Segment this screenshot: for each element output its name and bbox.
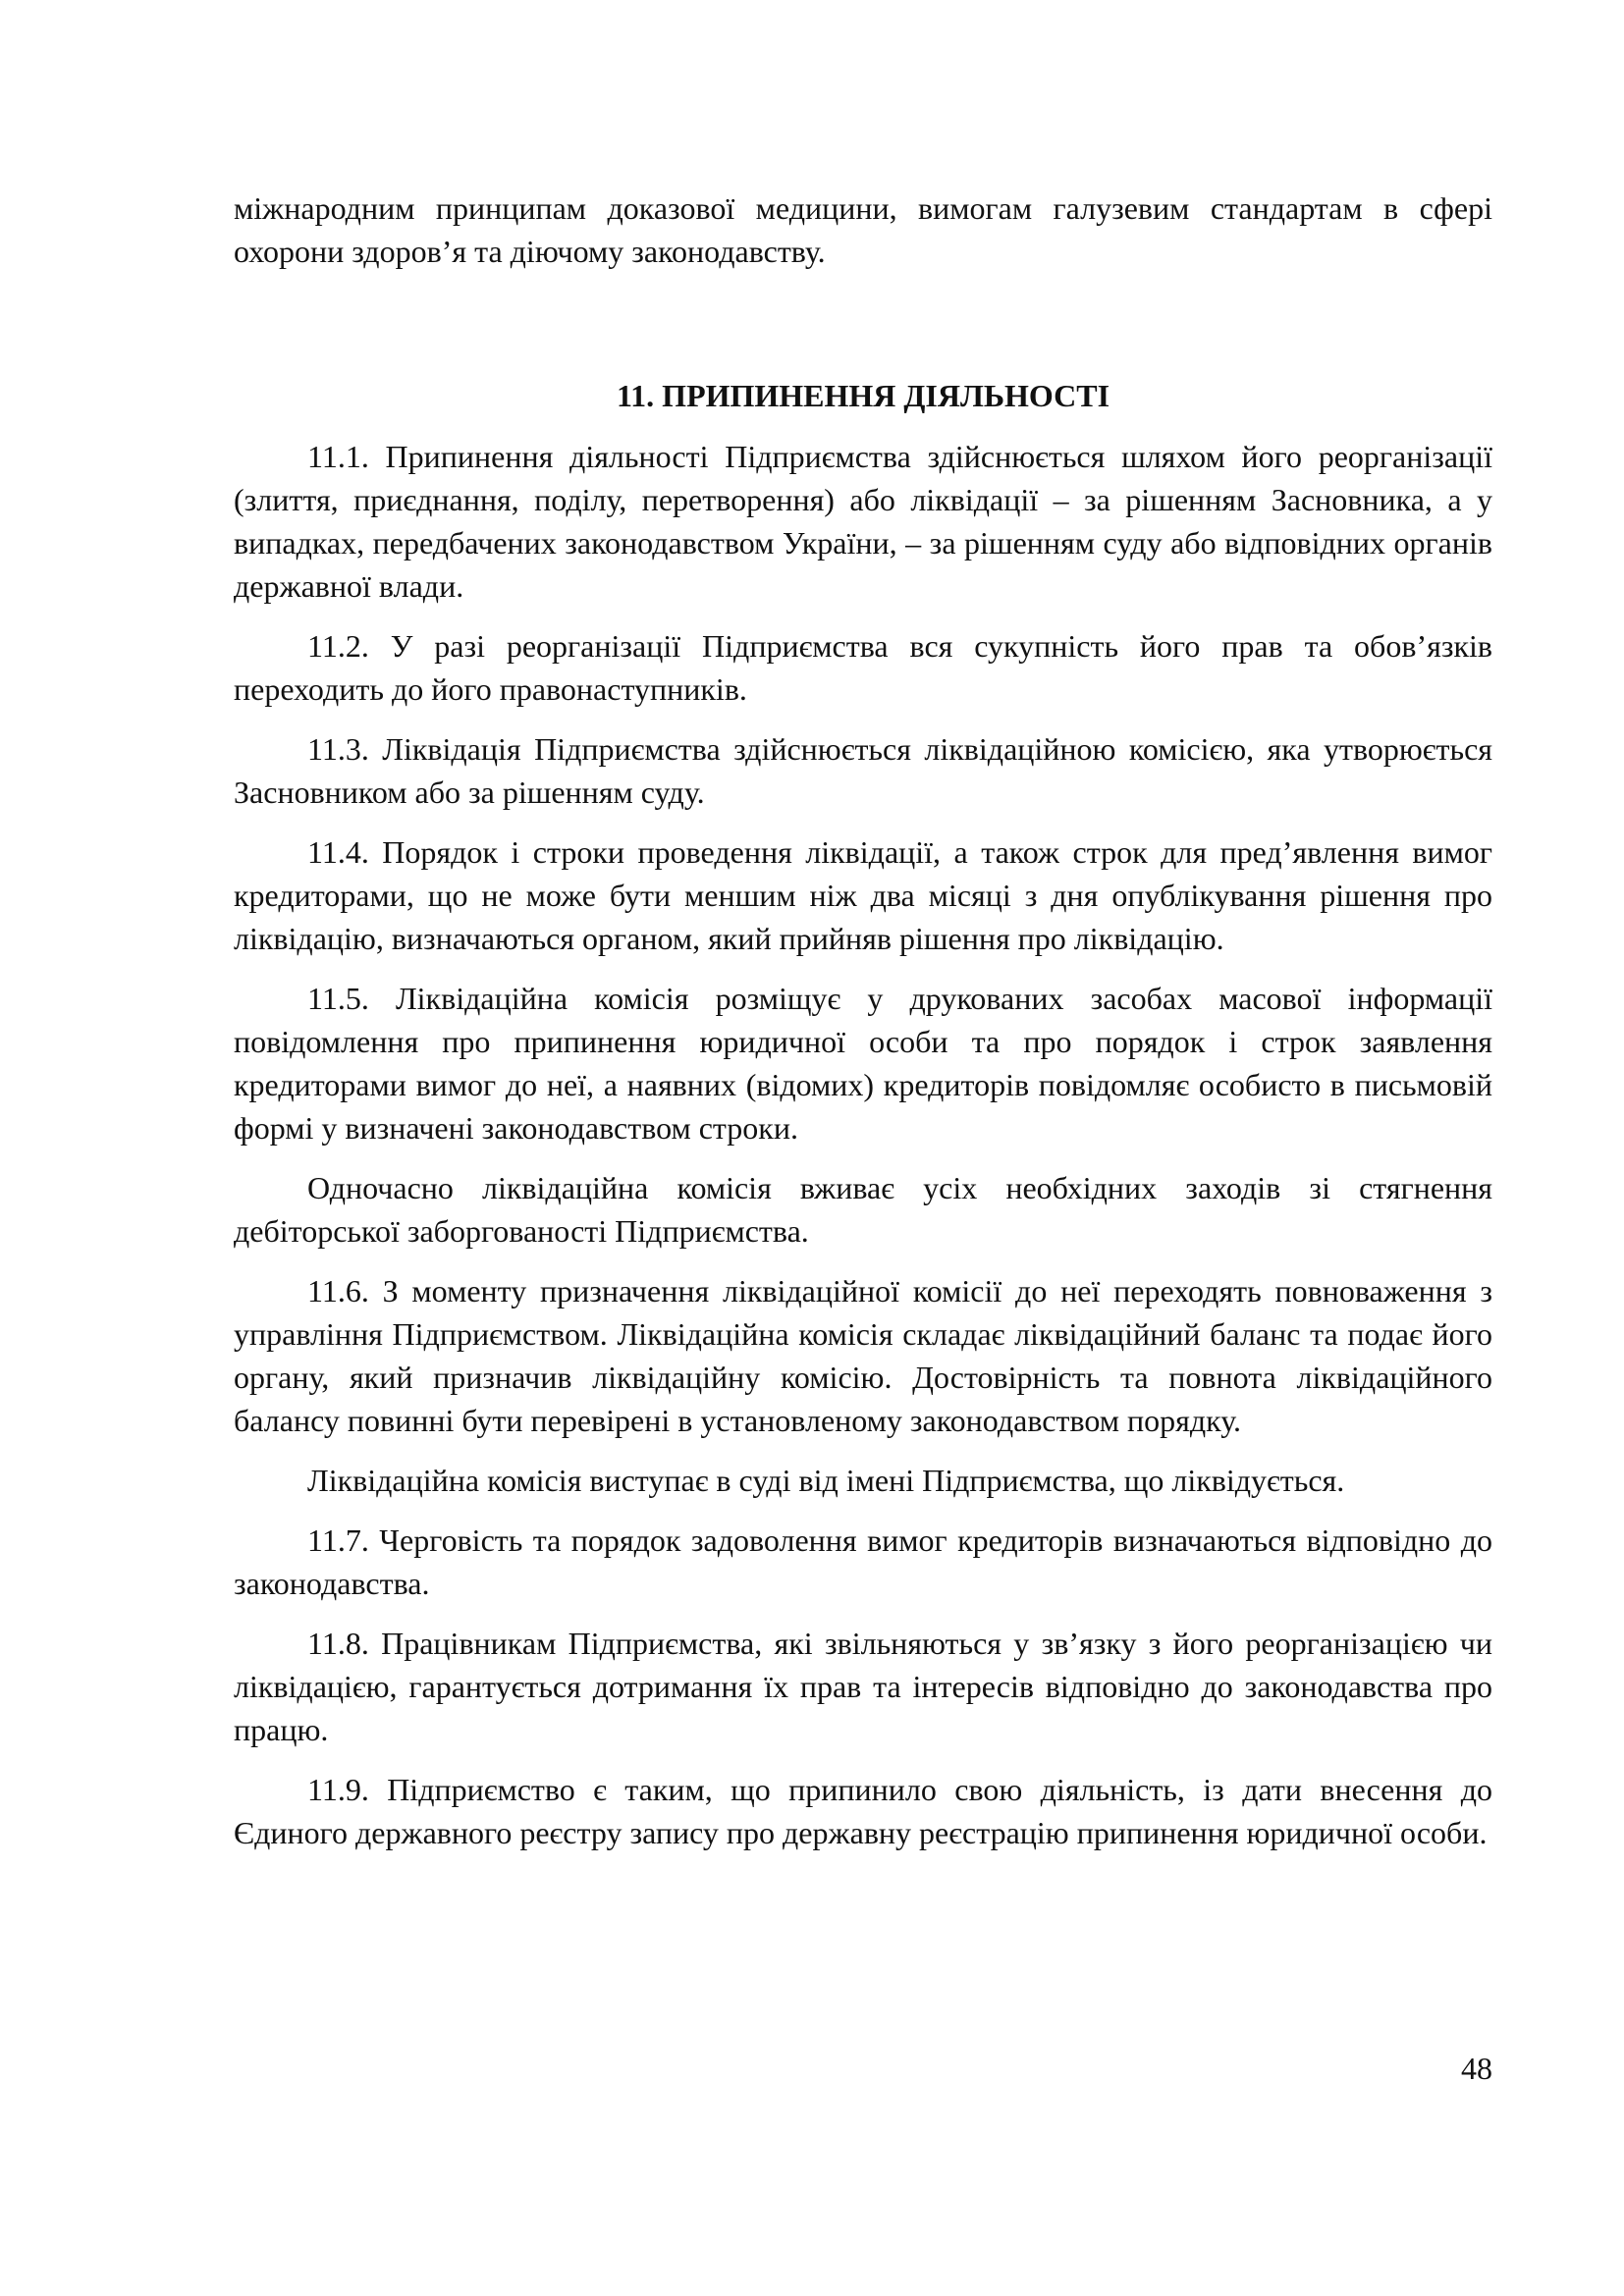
paragraph-11-5-continued: Одночасно ліквідаційна комісія вживає усіх необхідних заходів зі стягнення дебіторської заборгованості Підприємства.: [234, 1170, 1492, 1249]
paragraph-11-6: 11.6. З моменту призначення ліквідаційної комісії до неї переходять повноваження з управління Підприємством. Ліквідаційна комісія складає ліквідаційний баланс та подає його органу, який призначив ліквідаційну комісію. Достовірність та повнота ліквідаційного балансу повинні бути перевірені в установленому законодавством порядку.: [234, 1273, 1492, 1438]
document-page: [234, 187, 1492, 1854]
paragraph-11-9: 11.9. Підприємство є таким, що припинило свою діяльність, із дати внесення до Єдиного державного реєстру запису про державну реєстрацію припинення юридичної особи.: [234, 1772, 1492, 1850]
paragraph-11-3: 11.3. Ліквідація Підприємства здійснюється ліквідаційною комісією, яка утворюється Засновником або за рішенням суду.: [234, 731, 1492, 810]
paragraph-11-1: 11.1. Припинення діяльності Підприємства здійснюється шляхом його реорганізації (злиття, приєднання, поділу, перетворення) або ліквідації – за рішенням Засновника, а у випадках, передбачених законодавством України, – за рішенням суду або відповідних органів державної влади.: [234, 439, 1492, 604]
paragraph-11-4: 11.4. Порядок і строки проведення ліквідації, а також строк для пред’явлення вимог кредиторами, що не може бути меншим ніж два місяці з дня опублікування рішення про ліквідацію, визначаються органом, який прийняв рішення про ліквідацію.: [234, 834, 1492, 956]
paragraph-11-6-continued: Ліквідаційна комісія виступає в суді від імені Підприємства, що ліквідується.: [307, 1463, 1345, 1498]
paragraph-11-7: 11.7. Черговість та порядок задоволення вимог кредиторів визначаються відповідно до законодавства.: [234, 1522, 1492, 1601]
paragraph-11-5: 11.5. Ліквідаційна комісія розміщує у друкованих засобах масової інформації повідомлення про припинення юридичної особи та про порядок і строк заявлення кредиторами вимог до неї, а наявних (відомих) кредиторів повідомляє особисто в письмовій формі у визначені законодавством строки.: [234, 981, 1492, 1146]
intro-paragraph: міжнародним принципам доказової медицини, вимогам галузевим стандартам в сфері охорони здоров’я та діючому законодавству.: [234, 190, 1492, 269]
page-number: 48: [1461, 2051, 1492, 2086]
paragraph-11-2: 11.2. У разі реорганізації Підприємства вся сукупність його прав та обов’язків переходить до його правонаступників.: [234, 628, 1492, 707]
section-title: 11. ПРИПИНЕННЯ ДІЯЛЬНОСТІ: [616, 378, 1110, 413]
paragraph-11-8: 11.8. Працівникам Підприємства, які звільняються у зв’язку з його реорганізацією чи ліквідацією, гарантується дотримання їх прав та інтересів відповідно до законодавства про працю.: [234, 1626, 1492, 1747]
